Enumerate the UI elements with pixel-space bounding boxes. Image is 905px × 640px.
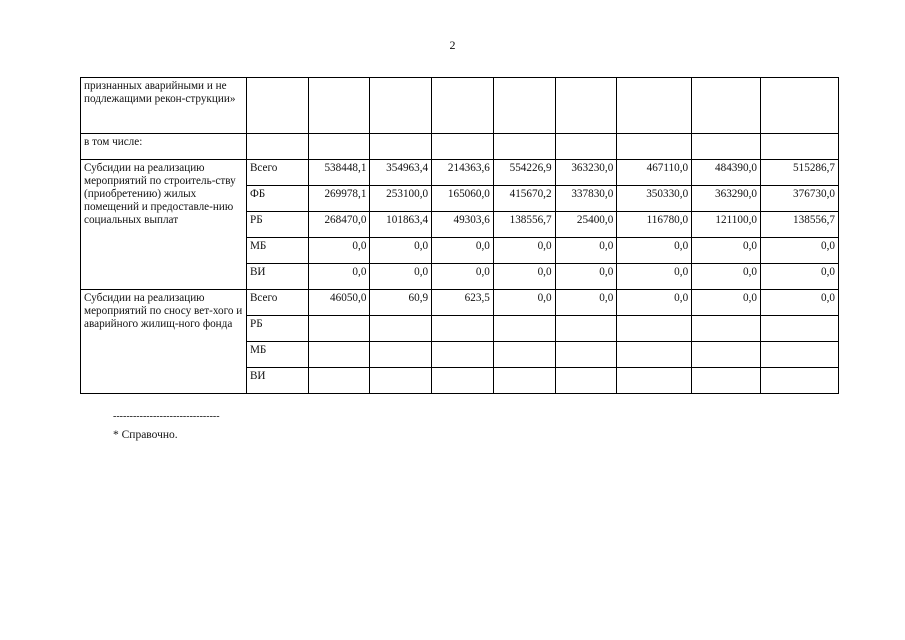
value-cell <box>617 342 692 368</box>
table-row <box>81 134 839 160</box>
value-cell: 0,0 <box>493 290 555 316</box>
value-cell: 49303,6 <box>432 212 494 238</box>
table-cell <box>308 134 370 160</box>
value-cell <box>617 316 692 342</box>
value-cell <box>370 316 432 342</box>
value-cell <box>760 316 838 342</box>
table-cell <box>308 78 370 134</box>
value-cell: 376730,0 <box>760 186 838 212</box>
value-cell <box>692 316 761 342</box>
funding-source: ВИ <box>246 264 308 290</box>
table-cell <box>760 78 838 134</box>
table-cell <box>555 78 617 134</box>
value-cell: 0,0 <box>555 264 617 290</box>
value-cell: 0,0 <box>555 290 617 316</box>
value-cell: 138556,7 <box>760 212 838 238</box>
table-cell <box>246 134 308 160</box>
value-cell: 467110,0 <box>617 160 692 186</box>
value-cell: 0,0 <box>617 238 692 264</box>
value-cell <box>617 368 692 394</box>
table-row <box>81 78 839 134</box>
value-cell: 0,0 <box>493 264 555 290</box>
value-cell: 214363,6 <box>432 160 494 186</box>
value-cell <box>493 368 555 394</box>
value-cell: 116780,0 <box>617 212 692 238</box>
value-cell: 0,0 <box>617 264 692 290</box>
value-cell: 0,0 <box>692 238 761 264</box>
value-cell: 0,0 <box>555 238 617 264</box>
value-cell: 253100,0 <box>370 186 432 212</box>
footnote-text: * Справочно. <box>113 429 178 441</box>
value-cell: 415670,2 <box>493 186 555 212</box>
value-cell: 268470,0 <box>308 212 370 238</box>
table-cell <box>617 134 692 160</box>
value-cell <box>432 342 494 368</box>
table-cell <box>617 78 692 134</box>
value-cell <box>370 342 432 368</box>
table-row <box>81 290 839 316</box>
value-cell: 554226,9 <box>493 160 555 186</box>
value-cell: 350330,0 <box>617 186 692 212</box>
funding-source: ВИ <box>246 368 308 394</box>
funding-source: РБ <box>246 316 308 342</box>
value-cell: 0,0 <box>617 290 692 316</box>
funding-source: Всего <box>246 160 308 186</box>
value-cell: 121100,0 <box>692 212 761 238</box>
funding-source: РБ <box>246 212 308 238</box>
table-cell <box>493 78 555 134</box>
value-cell: 0,0 <box>432 264 494 290</box>
value-cell: 538448,1 <box>308 160 370 186</box>
page-number: 2 <box>449 38 456 52</box>
value-cell: 60,9 <box>370 290 432 316</box>
value-cell: 0,0 <box>692 264 761 290</box>
value-cell <box>493 342 555 368</box>
value-cell: 623,5 <box>432 290 494 316</box>
budget-table <box>80 77 839 394</box>
table-cell <box>432 134 494 160</box>
value-cell: 484390,0 <box>692 160 761 186</box>
value-cell <box>555 368 617 394</box>
value-cell <box>308 368 370 394</box>
value-cell: 25400,0 <box>555 212 617 238</box>
table-cell <box>555 134 617 160</box>
value-cell <box>432 316 494 342</box>
funding-source: Всего <box>246 290 308 316</box>
table-cell <box>370 78 432 134</box>
value-cell: 0,0 <box>308 264 370 290</box>
value-cell: 0,0 <box>308 238 370 264</box>
value-cell: 0,0 <box>692 290 761 316</box>
value-cell <box>308 342 370 368</box>
value-cell: 138556,7 <box>493 212 555 238</box>
value-cell <box>555 342 617 368</box>
value-cell: 354963,4 <box>370 160 432 186</box>
value-cell: 0,0 <box>370 238 432 264</box>
value-cell: 269978,1 <box>308 186 370 212</box>
footnote-divider: -------------------------------- <box>113 411 220 422</box>
group-description: Субсидии на реализацию мероприятий по сносу вет-хого и аварийного жилищ-ного фонда <box>81 290 247 394</box>
value-cell: 101863,4 <box>370 212 432 238</box>
value-cell: 337830,0 <box>555 186 617 212</box>
value-cell <box>370 368 432 394</box>
table-row <box>81 160 839 186</box>
value-cell: 0,0 <box>760 264 838 290</box>
value-cell <box>432 368 494 394</box>
value-cell: 363230,0 <box>555 160 617 186</box>
table-cell <box>432 78 494 134</box>
funding-source: МБ <box>246 238 308 264</box>
table-cell <box>692 78 761 134</box>
value-cell <box>555 316 617 342</box>
value-cell: 165060,0 <box>432 186 494 212</box>
value-cell: 0,0 <box>760 290 838 316</box>
group-description: Субсидии на реализацию мероприятий по строитель-ству (приобретению) жилых помещений и предоставле-нию социальных выплат <box>81 160 247 290</box>
value-cell <box>692 342 761 368</box>
value-cell: 0,0 <box>493 238 555 264</box>
continued-description: признанных аварийными и не подлежащими рекон-струкции» <box>81 78 247 134</box>
value-cell: 363290,0 <box>692 186 761 212</box>
value-cell: 515286,7 <box>760 160 838 186</box>
value-cell <box>308 316 370 342</box>
table-cell <box>760 134 838 160</box>
table-cell <box>370 134 432 160</box>
funding-source: МБ <box>246 342 308 368</box>
value-cell: 0,0 <box>760 238 838 264</box>
table-cell <box>493 134 555 160</box>
value-cell <box>760 368 838 394</box>
value-cell <box>692 368 761 394</box>
value-cell: 0,0 <box>432 238 494 264</box>
value-cell: 0,0 <box>370 264 432 290</box>
funding-source: ФБ <box>246 186 308 212</box>
value-cell <box>760 342 838 368</box>
table-cell <box>692 134 761 160</box>
table-cell <box>246 78 308 134</box>
value-cell <box>493 316 555 342</box>
value-cell: 46050,0 <box>308 290 370 316</box>
in-that-number-label: в том числе: <box>81 134 247 160</box>
